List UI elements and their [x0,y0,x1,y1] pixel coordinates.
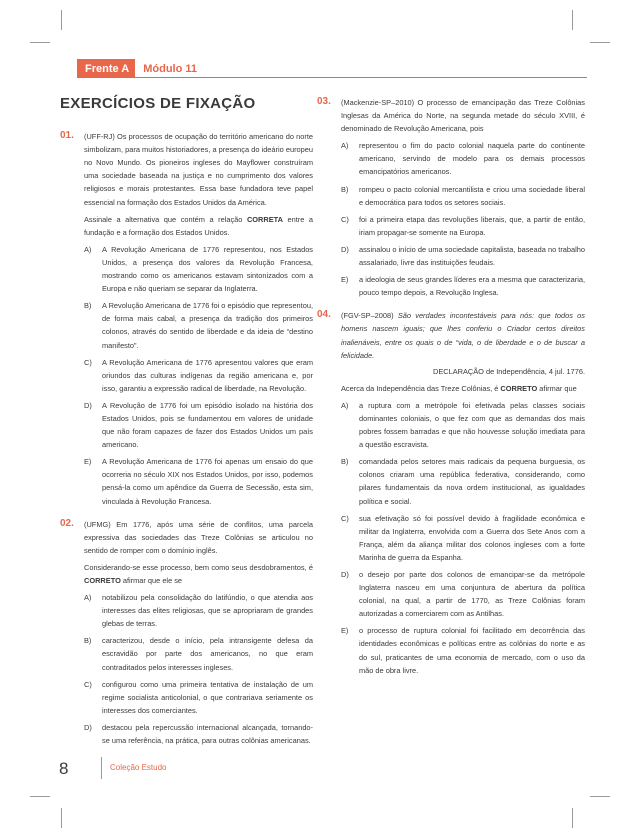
left-column [60,96,313,755]
alternative-text: comandada pelos setores mais radicais da pequena burguesia, os colonos criaram uma república federativa, considerando, como pilares fundamentais da nova ordem institucional, as igualdades política e social. [359,457,585,506]
alternative-text: sua efetivação só foi possível devido à fragilidade econômica e militar da Inglaterra, envolvida com a Guerra dos Sete Anos com a França, além da aliança militar dos colonos ingleses com a forte Marinha de guerra da Espanha. [359,513,585,562]
prompt-text: Considerando-se esse processo, bem como seus desdobramentos, é [84,562,313,572]
alternative-letter: C) [84,357,92,367]
question-number: 04. [317,309,331,321]
alternative-d[interactable] [84,721,313,747]
alternative-letter: B) [341,457,349,467]
alternative-text: A Revolução de 1776 foi um episódio isolado na história dos Estados Unidos, pois se fundamentou em valores de unidade que não foram capazes de fazer dos Estados Unidos um país americano. [102,400,313,450]
crop-mark [590,42,610,43]
alternative-letter: E) [84,457,92,467]
alternative-d[interactable] [84,399,313,451]
alternative-text: o processo de ruptura colonial foi facilitado em decorrência das identidades econômicas e políticas entre as colônias do norte e as do sul, praticantes de uma economia de mercado, com o uso da mão de obra livre. [359,626,585,675]
prompt-text: afirmar que [537,383,577,393]
page-header [77,59,587,77]
alternative-text: representou o fim do pacto colonial naquela parte do continente americano, servindo de modelo para os demais processos emancipatórios americanos. [359,141,585,177]
alternative-letter: C) [341,513,349,523]
question-prompt [341,382,585,395]
alternative-c[interactable] [341,512,585,564]
prompt-text: afirmar que ele se [120,576,183,585]
right-column [317,96,585,685]
alternative-b[interactable] [341,455,585,507]
alternative-b[interactable] [84,634,313,673]
alternative-text: configurou como uma primeira tentativa de instalação de um regime socialista anticolonial, o que contrariava seriamente os interesses dos comerciantes. [102,679,313,715]
crop-mark [572,808,573,828]
prompt-text: Assinale a alternativa que contém a relação [84,214,247,224]
alternative-c[interactable] [84,678,313,717]
crop-mark [61,10,62,30]
alternative-text: notabilizou pela consolidação do latifúndio, o que atendia aos interesses das elites religiosas, que se apropriaram de grandes glebas de terras. [102,593,313,629]
alternative-c[interactable] [341,213,585,239]
footer-divider [101,757,102,779]
prompt-emphasis: CORRETO [500,383,538,393]
alternative-e[interactable] [84,455,313,507]
alternative-text: a ideologia de seus grandes líderes era a mesma que caracterizaria, pouco tempo depois, a Revolução Inglesa. [359,275,585,298]
question-01 [60,130,313,508]
alternative-c[interactable] [84,356,313,395]
alternative-text: a ruptura com a metrópole foi efetivada pelas classes sociais dominantes coloniais, o que fez com que as demandas dos mais pobres fossem barradas e que não houvesse solução imediata para a questão escravista. [359,400,585,450]
question-02 [60,518,313,748]
alternative-text: A Revolução Americana de 1776 representou, nos Estados Unidos, a presença dos valores da Revolução Francesa, mostrando como os americanos estavam sintonizados com a Europa e não queriam se separar da Inglaterra. [102,244,313,294]
alternative-text: A Revolução Americana de 1776 apresentou valores que eram oriundos das culturas indígenas da região americana e, por isso, garantiu a expressão radical de liberdade, na Revolução. [102,357,313,393]
prompt-emphasis: CORRETO [84,576,121,585]
prompt-text: Acerca da Independência das Treze Colônias, é [341,383,501,393]
alternative-a[interactable] [341,139,585,178]
question-text: (UFF-RJ) Os processos de ocupação do território americano do norte simbolizam, para muitos historiadores, a presença do ideário europeu no Novo Mundo. Os pioneiros ingleses do Mayflower construíram uma sociedade baseada na justiça e no cumprimento dos valores religiosos e morais protestantes. Essa base fundadora teve papel essencial na formação dos Estados Unidos da América. [84,132,313,207]
alternative-letter: D) [341,570,349,579]
alternative-letter: D) [84,722,92,732]
alternative-b[interactable] [341,183,585,209]
alternative-d[interactable] [341,243,585,269]
alternative-letter: A) [341,400,349,410]
alternative-letter: C) [84,679,92,689]
alternative-text: foi a primeira etapa das revoluções liberais, que, a partir de então, iriam propagar-se somente na Europa. [359,214,585,237]
prompt-text: entre a fundação e a formação dos Estados Unidos. [84,214,313,237]
alternative-text: assinalou o início de uma sociedade capitalista, baseada no trabalho assalariado, livre das instituições feudais. [359,244,585,268]
alternative-text: A Revolução Americana de 1776 foi apenas um ensaio do que ocorreria no século XIX nos Estados Unidos, por isso, podemos pensá-la como um apêndice da Guerra de Secessão, esta sim, vinculada à Revolução Francesa. [102,457,313,506]
alternative-e[interactable] [341,624,585,676]
alternative-text: destacou pela repercussão internacional alcançada, tornando-se uma referência, na prática, para outras colônias americanas. [102,722,313,746]
alternative-text: o desejo por parte dos colonos de emancipar-se da metrópole Inglaterra nasceu em uma conjuntura de abertura da política colonial, na qual, a partir de 1770, as Treze Colônias foram autorizadas a comerciarem com as Antilhas. [359,570,585,619]
crop-mark [572,10,573,30]
alternative-d[interactable] [341,568,585,620]
frente-label: Frente A [77,59,135,77]
quote-source: DECLARAÇÃO de Independência, 4 jul. 1776. [432,366,585,376]
crop-mark [590,796,610,797]
collection-name: Coleção Estudo [110,763,167,772]
header-divider [77,77,587,78]
alternative-letter: A) [84,593,92,603]
alternative-letter: A) [341,141,349,151]
question-03 [317,96,585,299]
question-prompt [84,213,313,239]
crop-mark [61,808,62,828]
alternative-b[interactable] [84,299,313,351]
alternative-a[interactable] [84,243,313,295]
alternative-letter: E) [341,626,349,636]
crop-mark [30,42,50,43]
alternative-a[interactable] [341,399,585,451]
question-04 [317,309,585,676]
question-prompt [84,561,313,587]
page-number: 8 [59,759,69,778]
alternative-letter: D) [84,400,92,410]
alternative-letter: D) [341,244,349,254]
alternative-letter: B) [84,301,92,311]
alternative-a[interactable] [84,591,313,630]
alternative-letter: C) [341,214,349,224]
question-number: 03. [317,96,331,107]
question-text: (UFMG) Em 1776, após uma série de conflitos, uma parcela expressiva das sociedades das Treze Colônias se articulou no sentido de romper com o domínio inglês. [84,519,313,555]
alternative-letter: B) [341,184,349,194]
alternative-text: caracterizou, desde o início, pela intransigente defesa da escravidão por parte dos americanos, no que eram contraditados pelos interesses ingleses. [102,636,313,672]
section-title: EXERCÍCIOS DE FIXAÇÃO [60,95,256,112]
alternative-letter: E) [341,275,349,285]
alternative-letter: A) [84,244,92,254]
modulo-label: Módulo 11 [143,63,197,75]
question-number: 01. [60,130,74,142]
crop-mark [30,796,50,797]
alternative-e[interactable] [341,273,585,299]
question-source: (FGV-SP–2008) [341,311,398,321]
quote-text: São verdades incontestáveis para nós: que todos os homens nascem iguais; que lhes conferiu o Criador certos direitos inalienáveis, entre os quais o de “vida, o de liberdade e o de buscar a felicidade. [341,311,585,360]
alternative-letter: B) [84,636,92,646]
question-text: (Mackenzie-SP–2010) O processo de emancipação das Treze Colônias Inglesas da América do Norte, na segunda metade do século XVIII, é denominado de Revolução Americana, pois [341,98,585,134]
question-number: 02. [60,517,74,529]
alternative-text: A Revolução Americana de 1776 foi o episódio que representou, de forma mais cabal, a presença da tradição dos primeiros colonos, através do sentido de liberdade e da ideia de “destino manifesto”. [102,301,313,350]
question-quote [341,309,585,361]
alternative-text: rompeu o pacto colonial mercantilista e criou uma sociedade liberal e democrática para todos os setores sociais. [359,184,585,207]
prompt-emphasis: CORRETA [246,214,283,224]
